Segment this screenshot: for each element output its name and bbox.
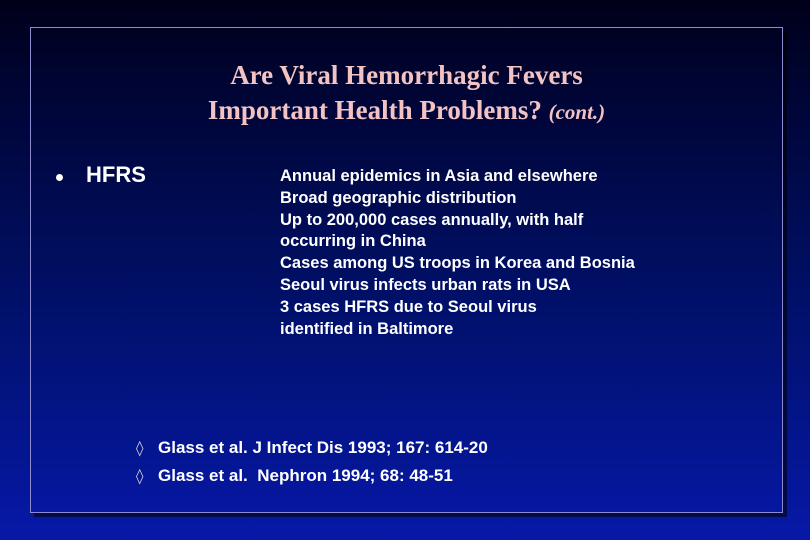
reference-item (136, 434, 488, 462)
detail-line: occurring in China (280, 232, 426, 251)
title-line-2 (30, 93, 783, 130)
detail-line: Seoul virus infects urban rats in USA (280, 275, 571, 294)
topic-heading: HFRS (86, 162, 146, 187)
diamond-bullet-icon: ◊ (136, 467, 144, 485)
reference-text: Glass et al. Nephron 1994; 68: 48-51 (158, 466, 453, 485)
title-cont-label: (cont.) (548, 100, 606, 124)
detail-line: Broad geographic distribution (280, 188, 517, 207)
detail-line: Annual epidemics in Asia and elsewhere (280, 167, 598, 185)
diamond-bullet-icon: ◊ (136, 439, 144, 457)
detail-line: identified in Baltimore (280, 319, 454, 338)
reference-item (136, 462, 488, 490)
reference-text: Glass et al. J Infect Dis 1993; 167: 614-20 (158, 438, 488, 457)
bullet-dot-icon (56, 174, 63, 181)
detail-list (280, 166, 750, 340)
slide-title (30, 58, 783, 130)
reference-list (136, 434, 488, 490)
detail-line: 3 cases HFRS due to Seoul virus (280, 297, 537, 316)
title-line-1: Are Viral Hemorrhagic Fevers (230, 60, 583, 90)
detail-line: Cases among US troops in Korea and Bosnia (280, 254, 635, 273)
title-line-2-text: Important Health Problems? (207, 95, 542, 125)
detail-line: Up to 200,000 cases annually, with half (280, 210, 584, 229)
